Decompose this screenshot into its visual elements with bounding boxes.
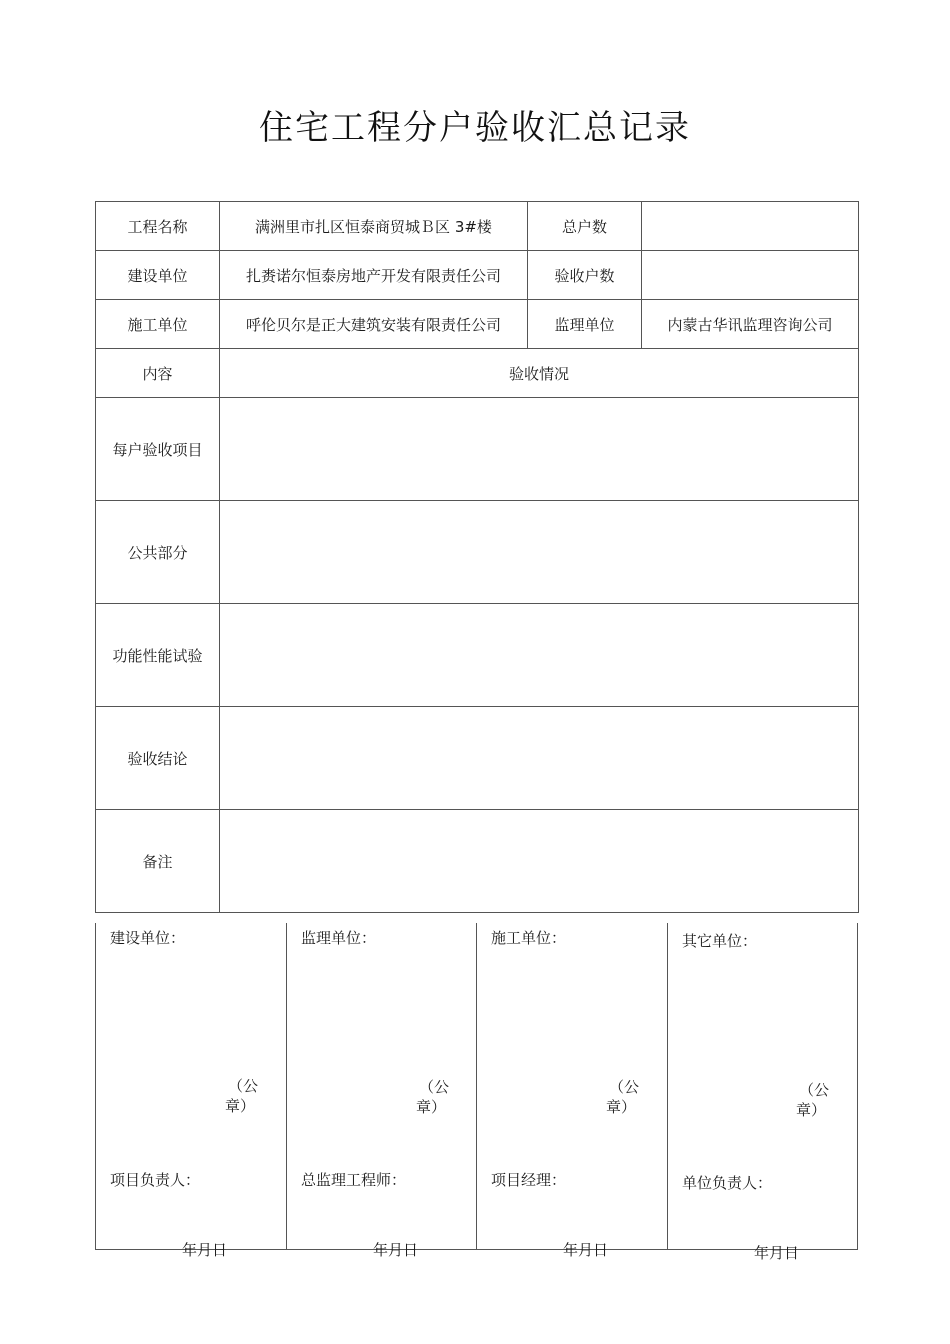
signature-block-contractor (477, 923, 668, 1259)
signature-date: 年月日 (754, 1244, 800, 1262)
summary-table (95, 201, 859, 913)
row-label-function-test: 功能性能试验 (96, 604, 220, 707)
signature-person-label: 总监理工程师： (301, 1171, 407, 1189)
row-value-conclusion[interactable] (220, 707, 859, 810)
signature-person-label: 项目经理： (491, 1171, 567, 1189)
signature-unit-label: 建设单位： (110, 929, 186, 947)
seal-text-bottom: 章） (796, 1101, 827, 1119)
row-value-household-items[interactable] (220, 398, 859, 501)
project-name-label: 工程名称 (96, 202, 220, 251)
seal-text-top: （公 (419, 1078, 450, 1096)
row-label-household-items: 每户验收项目 (96, 398, 220, 501)
signature-unit-label: 施工单位： (491, 929, 567, 947)
signature-person-label: 单位负责人： (682, 1174, 773, 1192)
table-row (96, 202, 859, 251)
signature-unit-label: 监理单位： (301, 929, 377, 947)
project-name-value[interactable]: 满洲里市扎区恒泰商贸城Ｂ区 3#楼 (220, 202, 528, 251)
table-row (96, 604, 859, 707)
table-row (96, 398, 859, 501)
supervisor-label: 监理单位 (528, 300, 642, 349)
accepted-households-label: 验收户数 (528, 251, 642, 300)
accepted-households-value[interactable] (642, 251, 859, 300)
signature-block-other (668, 923, 857, 1262)
table-row (96, 810, 859, 913)
table-row (96, 251, 859, 300)
signature-person-label: 项目负责人： (110, 1171, 201, 1189)
row-value-remarks[interactable] (220, 810, 859, 913)
row-value-public-area[interactable] (220, 501, 859, 604)
seal-text-top: （公 (228, 1077, 259, 1095)
contractor-value[interactable]: 呼伦贝尔是正大建筑安装有限责任公司 (220, 300, 528, 349)
builder-label: 建设单位 (96, 251, 220, 300)
status-header: 验收情况 (220, 349, 859, 398)
signature-date: 年月日 (182, 1241, 228, 1259)
table-row (96, 300, 859, 349)
signature-date: 年月日 (563, 1241, 609, 1259)
signature-section (95, 923, 858, 1262)
total-households-label: 总户数 (528, 202, 642, 251)
row-label-conclusion: 验收结论 (96, 707, 220, 810)
seal-text-top: （公 (799, 1081, 830, 1099)
supervisor-value[interactable]: 内蒙古华讯监理咨询公司 (642, 300, 859, 349)
seal-text-bottom: 章） (606, 1098, 637, 1116)
signature-block-supervisor (287, 923, 477, 1259)
total-households-value[interactable] (642, 202, 859, 251)
table-row (96, 707, 859, 810)
page-title: 住宅工程分户验收汇总记录 (259, 108, 691, 148)
seal-text-bottom: 章） (416, 1098, 447, 1116)
signature-unit-label: 其它单位： (682, 932, 758, 950)
signature-date: 年月日 (373, 1241, 419, 1259)
seal-text-bottom: 章） (225, 1097, 256, 1115)
row-label-remarks: 备注 (96, 810, 220, 913)
row-value-function-test[interactable] (220, 604, 859, 707)
builder-value[interactable]: 扎赉诺尔恒泰房地产开发有限责任公司 (220, 251, 528, 300)
contractor-label: 施工单位 (96, 300, 220, 349)
table-row (96, 501, 859, 604)
signature-block-builder (96, 923, 287, 1259)
seal-text-top: （公 (609, 1078, 640, 1096)
content-header: 内容 (96, 349, 220, 398)
table-row (96, 349, 859, 398)
row-label-public-area: 公共部分 (96, 501, 220, 604)
